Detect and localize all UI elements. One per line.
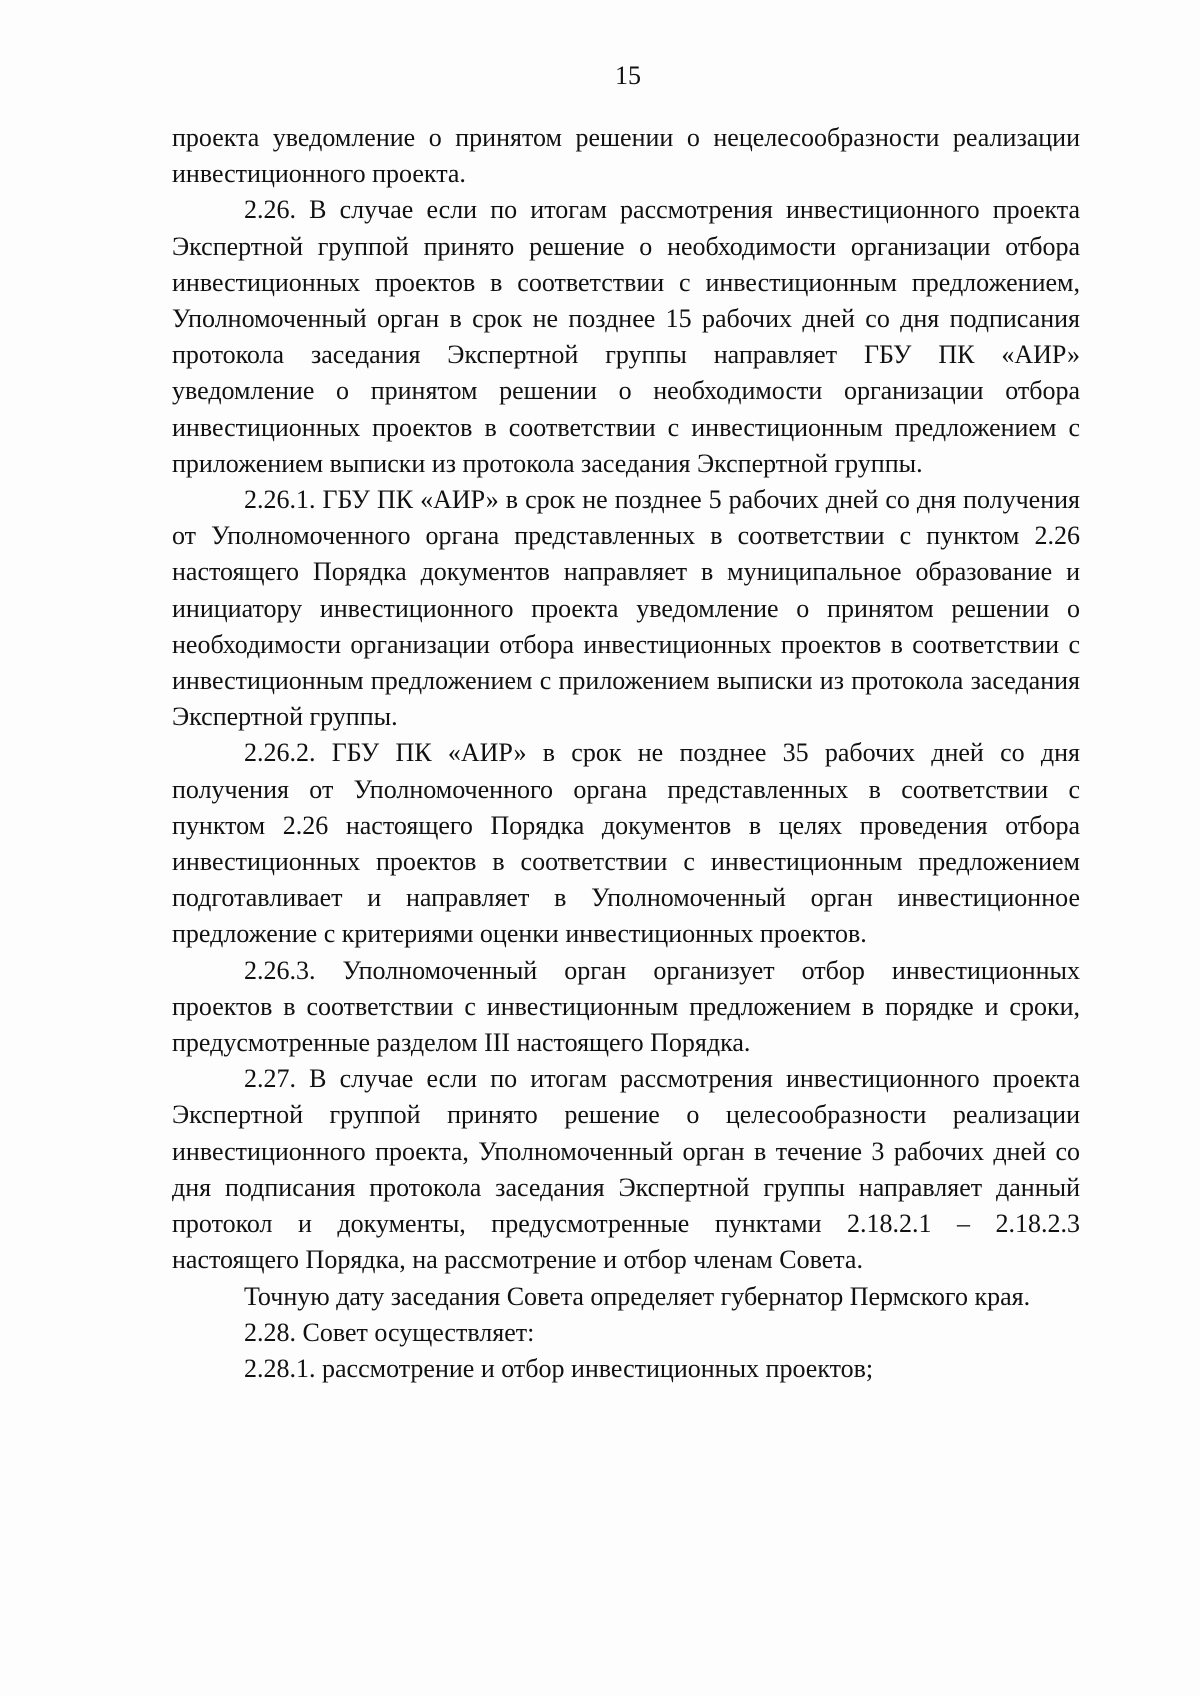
paragraph-2-26-3: 2.26.3. Уполномоченный орган организует отбор инвестиционных проектов в соответствии с инвестиционным предложением в порядке и сроки, предусмотренные разделом III настоящего Порядка. bbox=[172, 955, 1080, 1058]
document-body bbox=[172, 120, 1080, 1387]
paragraph-2-27: 2.27. В случае если по итогам рассмотрения инвестиционного проекта Экспертной группой принято решение о целесообразности реализации инвестиционного проекта, Уполномоченный орган в течение 3 рабочих дней со дня подписания протокола заседания Экспертной группы направляет данный протокол и документы, предусмотренные пунктами 2.18.2.1 – 2.18.2.3 настоящего Порядка, на рассмотрение и отбор членам Совета. bbox=[172, 1064, 1080, 1275]
paragraph-council-date: Точную дату заседания Совета определяет губернатор Пермского края. bbox=[244, 1281, 1031, 1311]
paragraph-2-28-1: 2.28.1. рассмотрение и отбор инвестиционных проектов; bbox=[244, 1353, 874, 1383]
paragraph-continuation: проекта уведомление о принятом решении о нецелесообразности реализации инвестиционного проекта. bbox=[172, 123, 1080, 189]
paragraph-2-26: 2.26. В случае если по итогам рассмотрения инвестиционного проекта Экспертной группой принято решение о необходимости организации отбора инвестиционных проектов в соответствии с инвестиционным предложением, Уполномоченный орган в срок не позднее 15 рабочих дней со дня подписания протокола заседания Экспертной группы направляет ГБУ ПК «АИР» уведомление о принятом решении о необходимости организации отбора инвестиционных проектов в соответствии с инвестиционным предложением с приложением выписки из протокола заседания Экспертной группы. bbox=[172, 195, 1080, 478]
paragraph-2-28: 2.28. Совет осуществляет: bbox=[244, 1317, 535, 1347]
paragraph-2-26-1: 2.26.1. ГБУ ПК «АИР» в срок не позднее 5 рабочих дней со дня получения от Уполномоченного органа представленных в соответствии с пунктом 2.26 настоящего Порядка документов направляет в муниципальное образование и инициатору инвестиционного проекта уведомление о принятом решении о необходимости организации отбора инвестиционных проектов в соответствии с инвестиционным предложением с приложением выписки из протокола заседания Экспертной группы. bbox=[172, 485, 1080, 732]
page-number: 15 bbox=[615, 61, 641, 90]
paragraph-2-26-2: 2.26.2. ГБУ ПК «АИР» в срок не позднее 35 рабочих дней со дня получения от Уполномоченного органа представленных в соответствии с пунктом 2.26 настоящего Порядка документов в целях проведения отбора инвестиционных проектов в соответствии с инвестиционным предложением подготавливает и направляет в Уполномоченный орган инвестиционное предложение с критериями оценки инвестиционных проектов. bbox=[172, 738, 1080, 949]
